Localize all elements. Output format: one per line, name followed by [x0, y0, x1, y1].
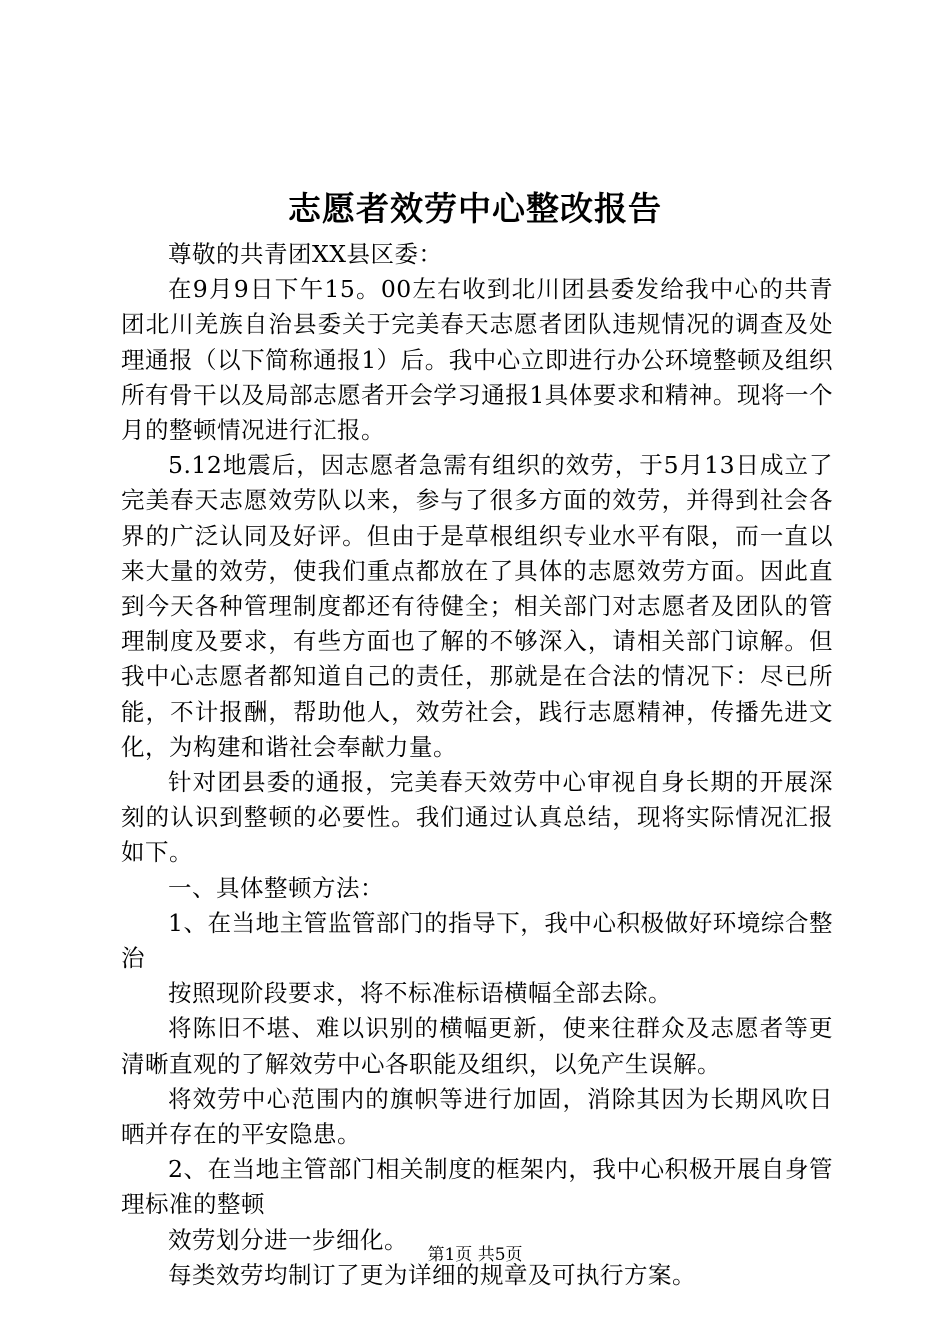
body-paragraph: 按照现阶段要求，将不标准标语横幅全部去除。	[168, 979, 672, 1008]
document-body	[121, 237, 833, 1293]
salutation-paragraph: 尊敬的共青团XX县区委：	[168, 240, 443, 268]
body-paragraph: 在9月9日下午15。00左右收到北川团县委发给我中心的共青团北川羌族自治县委关于完美春天志愿者团队违规情况的调查及处理通报（以下简称通报1）后。我中心立即进行办公环境整顿及组织所有骨干以及局部志愿者开会学习通报1具体要求和精神。现将一个月的整顿情况进行汇报。	[121, 275, 833, 445]
body-paragraph: 每类效劳均制订了更为详细的规章及可执行方案。	[168, 1260, 696, 1289]
body-paragraph: 将效劳中心范围内的旗帜等进行加固，消除其因为长期风吹日晒并存在的平安隐患。	[121, 1084, 833, 1149]
subsection-heading: 1、在当地主管监管部门的指导下，我中心积极做好环境综合整治	[121, 908, 833, 973]
body-paragraph: 5.12地震后，因志愿者急需有组织的效劳，于5月13日成立了完美春天志愿效劳队以来，参与了很多方面的效劳，并得到社会各界的广泛认同及好评。但由于是草根组织专业水平有限，而一直以来大量的效劳，使我们重点都放在了具体的志愿效劳方面。因此直到今天各种管理制度都还有待健全；相关部门对志愿者及团队的管理制度及要求，有些方面也了解的不够深入，请相关部门谅解。但我中心志愿者都知道自己的责任，那就是在合法的情况下：尽已所能，不计报酬，帮助他人，效劳社会，践行志愿精神，传播先进文化，为构建和谐社会奉献力量。	[121, 451, 833, 761]
page-number: 第1页 共5页	[427, 1245, 523, 1265]
subsection-heading: 2、在当地主管部门相关制度的框架内，我中心积极开展自身管理标准的整顿	[121, 1155, 833, 1219]
body-paragraph: 将陈旧不堪、难以识别的横幅更新，使来往群众及志愿者等更清晰直观的了解效劳中心各职能及组织，以免产生误解。	[121, 1014, 833, 1078]
body-paragraph: 针对团县委的通报，完美春天效劳中心审视自身长期的开展深刻的认识到整顿的必要性。我们通过认真总结，现将实际情况汇报如下。	[121, 768, 833, 867]
section-heading: 一、具体整顿方法：	[168, 873, 384, 902]
body-paragraph: 效劳划分进一步细化。	[168, 1225, 408, 1254]
document-title: 志愿者效劳中心整改报告	[288, 189, 662, 228]
